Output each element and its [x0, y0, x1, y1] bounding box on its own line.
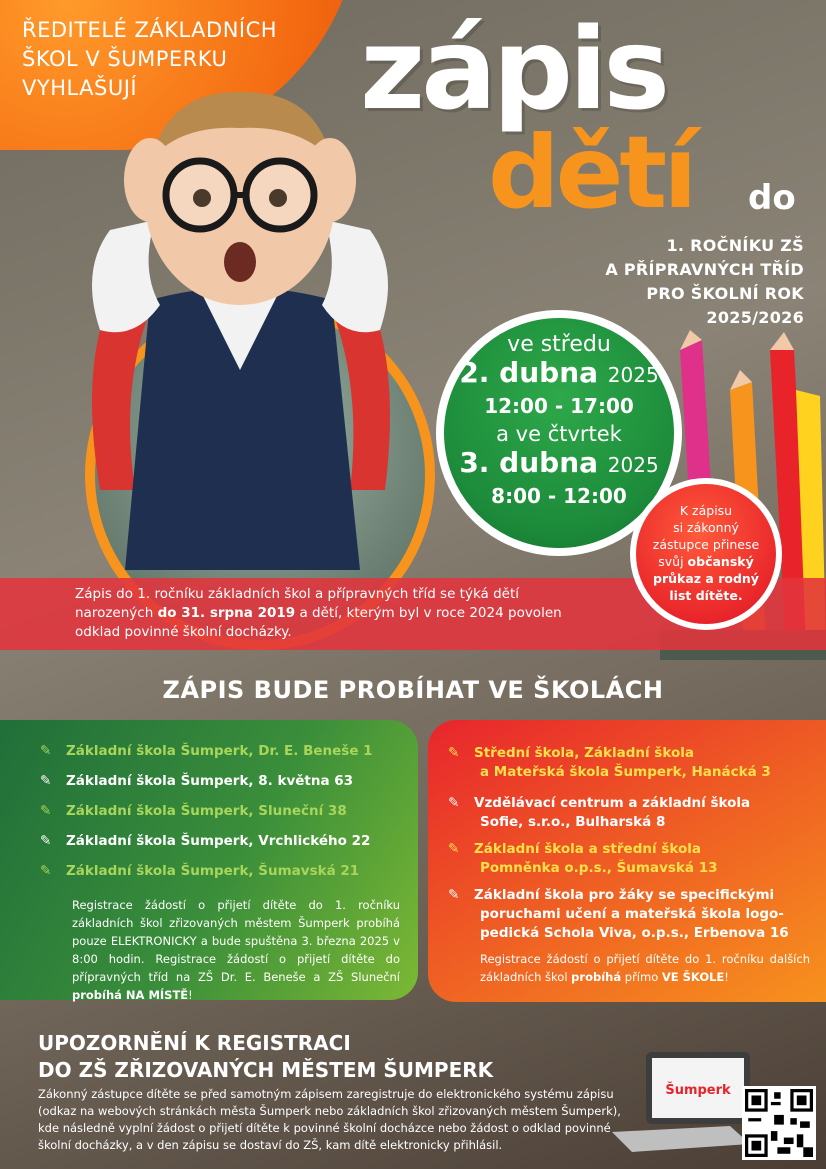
registration-warning-title: UPOZORNĚNÍ K REGISTRACI DO ZŠ ZŘIZOVANÝCH MĚSTEM ŠUMPERK	[38, 1031, 494, 1082]
school-item: ✎ Základní škola pro žáky se specifickými poruchami učení a mateřská škola logo- pedická Schola Viva, o.p.s., Erbenova 16	[448, 887, 789, 941]
school-item: ✎ Základní škola Šumperk, Sluneční 38	[40, 803, 347, 819]
pencil-icon: ✎	[40, 773, 52, 789]
id-notice-circle: K zápisu si zákonný zástupce přinese svůj občanský průkaz a rodný list dítěte.	[630, 478, 782, 630]
title-word-do: do	[748, 178, 796, 218]
day1-time: 12:00 - 17:00	[484, 394, 634, 418]
organizer-line-2: ŠKOL V ŠUMPERKU	[22, 47, 228, 71]
pencil-icon: ✎	[40, 743, 52, 759]
subtitle-line-3: PRO ŠKOLNÍ ROK	[646, 284, 804, 303]
day2-date: 3. dubna 2025	[459, 446, 659, 479]
child-photo	[40, 70, 440, 590]
pencil-icon: ✎	[40, 803, 52, 819]
pencil-icon: ✎	[448, 887, 460, 903]
school-item: ✎ Základní škola Šumperk, Šumavská 21	[40, 863, 360, 879]
pencil-icon: ✎	[448, 795, 460, 811]
school-item: ✎ Střední škola, Základní škola a Mateřská škola Šumperk, Hanácká 3	[448, 745, 771, 780]
pencil-icon: ✎	[40, 833, 52, 849]
day1-date: 2. dubna 2025	[459, 356, 659, 389]
pencil-icon: ✎	[448, 841, 460, 857]
laptop-logo: Šumperk	[665, 1083, 731, 1098]
subtitle-line-2: A PŘÍPRAVNÝCH TŘÍD	[605, 260, 804, 279]
note-right: Registrace žádostí o přijetí dítěte do 1. ročníku dalších základních škol probíhá přímo VE ŠKOLE!	[480, 952, 810, 984]
subtitle-line-1: 1. ROČNÍKU ZŠ	[666, 236, 804, 255]
school-item: ✎ Základní škola Šumperk, Vrchlického 22	[40, 833, 371, 849]
day2-intro: a ve čtvrtek	[496, 422, 622, 446]
pencil-icon: ✎	[40, 863, 52, 879]
pencil-icon: ✎	[448, 745, 460, 761]
school-item: ✎ Vzdělávací centrum a základní škola Sofie, s.r.o., Bulharská 8	[448, 795, 751, 830]
school-item: ✎ Základní škola Šumperk, 8. května 63	[40, 773, 354, 789]
section-heading: ZÁPIS BUDE PROBÍHAT VE ŠKOLÁCH	[162, 676, 664, 704]
title-word-deti: dětí	[488, 114, 694, 231]
day1-intro: ve středu	[507, 332, 611, 357]
eligibility-text: Zápis do 1. ročníku základních škol a přípravných tříd se týká dětí narozených do 31. srpna 2019 a dětí, kterým byl v roce 2024 povolen odklad povinné školní docházky.	[75, 586, 562, 640]
day2-time: 8:00 - 12:00	[491, 484, 627, 508]
registration-warning-text: Zákonný zástupce dítěte se před samotným zápisem zaregistruje do elektronického systému zápisu (odkaz na webových stránkách města Šumperk nebo základních škol zřizovaných městem Šumperk), kde následně vyplní žádost o přijetí dítěte k povinné školní docházce nebo žádost o odklad povinné školní docházky, a v den zápisu se dostaví do ZŠ, kam dítě elektronicky přihlásil.	[38, 1087, 621, 1152]
title-word-zapis: zápis	[360, 5, 666, 135]
organizer-line-1: ŘEDITELÉ ZÁKLADNÍCH	[22, 18, 278, 42]
subtitle-line-4: 2025/2026	[706, 308, 804, 327]
subtitle	[605, 234, 804, 330]
note-left: Registrace žádostí o přijetí dítěte do 1. ročníku základních škol zřizovaných městem Šumperk probíhá pouze ELEKTRONICKY a bude spuštěna 3. března 2025 v 8:00 hodin. Registrace žádostí o přijetí dítěte do přípravných tříd na ZŠ Dr. E. Beneše a ZŠ Sluneční probíhá NA MÍSTĚ!	[72, 898, 400, 1002]
school-item: ✎ Základní škola a střední škola Pomněnka o.p.s., Šumavská 13	[448, 841, 718, 876]
laptop-icon	[612, 1048, 752, 1158]
school-item: ✎ Základní škola Šumperk, Dr. E. Beneše 1	[40, 743, 373, 759]
qr-code-icon[interactable]	[742, 1086, 816, 1160]
organizer-line-3: VYHLAŠUJÍ	[22, 76, 138, 100]
